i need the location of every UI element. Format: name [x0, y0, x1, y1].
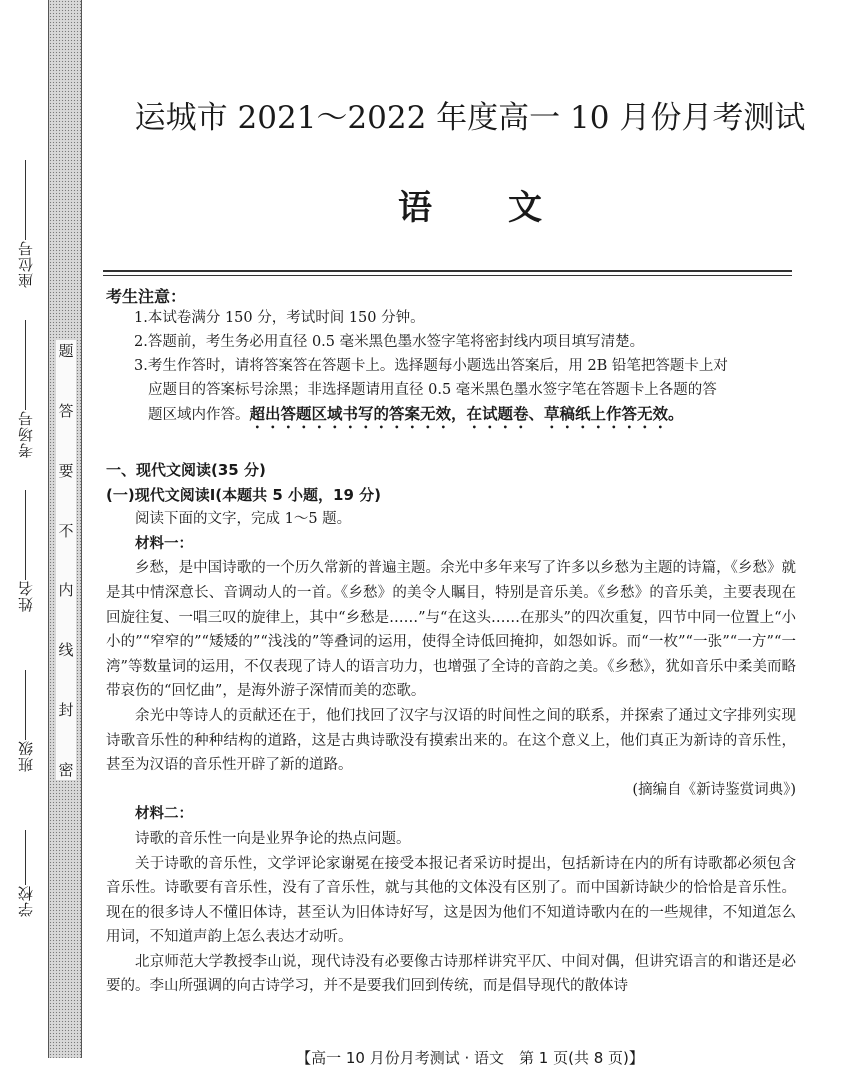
seal-char: 线: [58, 641, 74, 660]
divider: [103, 270, 792, 272]
material-label: 材料二：: [135, 806, 193, 823]
fill-line: [25, 160, 26, 240]
notice-item: 1.本试卷满分 150 分，考试时间 150 分钟。: [134, 310, 425, 326]
seat-number-label: 座位号: [16, 240, 35, 288]
name-label: 姓名: [16, 580, 35, 612]
subject-char: 语: [398, 188, 432, 228]
class-field[interactable]: [10, 670, 40, 772]
seat-number-field[interactable]: [10, 160, 40, 288]
instruction: 阅读下面的文字，完成 1～5 题。: [135, 511, 352, 528]
subject-title: [110, 180, 830, 229]
notice-heading: 考生注意：: [106, 287, 187, 306]
school-label: 学校: [16, 885, 35, 917]
exam-room-label: 考场号: [16, 410, 35, 458]
notice-text: 题区域内作答。: [148, 407, 250, 423]
exam-room-field[interactable]: [10, 320, 40, 458]
exam-title: 运城市 2021～2022 年度高一 10 月份月考测试: [134, 100, 806, 136]
fill-line: [25, 670, 26, 740]
paragraph: 北京师范大学教授李山说，现代诗没有必要像古诗那样讲究平仄、中间对偶，但讲究语言的和谐还是必要的。李山所强调的向古诗学习，并不是要我们回到传统，而是倡导现代的散体诗: [106, 953, 796, 995]
notice-item-cont: 应题目的答案标号涂黑；非选择题请用直径 0.5 毫米黑色墨水签字笔在答题卡上各题的答: [148, 382, 717, 398]
seal-char: 密: [58, 760, 74, 779]
seal-line-text: [56, 340, 76, 780]
notice-item-cont: [134, 402, 799, 432]
name-field[interactable]: [10, 490, 40, 612]
section-heading: 一、现代文阅读(35 分): [106, 461, 266, 479]
notice-item: 2.答题前，考生务必用直径 0.5 毫米黑色墨水签字笔将密封线内项目填写清楚。: [134, 334, 645, 350]
seal-char: 封: [58, 701, 74, 720]
page-footer: 【高一 10 月份月考测试 · 语文 第 1 页(共 8 页)】: [296, 1049, 644, 1067]
fill-line: [25, 490, 26, 580]
notice-emphasis: 超出答题区域书写的答案无效，在试题卷、草稿纸上作答无效。: [249, 405, 684, 423]
source-note: (摘编自《新诗鉴赏词典》): [632, 781, 796, 798]
reading-section: [106, 458, 796, 999]
sub-section-heading: (一)现代文阅读Ⅰ(本题共 5 小题，19 分): [106, 485, 381, 504]
seal-char: 不: [58, 521, 74, 540]
paragraph: 关于诗歌的音乐性，文学评论家谢冕在接受本报记者采访时提出，包括新诗在内的所有诗歌都必须包含音乐性。诗歌要有音乐性，没有了音乐性，就与其他的文体没有区别了。而中国新诗缺少的恰恰是音乐性。现在的很多诗人不懂旧体诗，甚至认为旧体诗好写，这是因为他们不知道诗歌内在的一些规律，不知道怎么用词，不知道声韵上怎么表达才动听。: [106, 855, 796, 946]
subject-char: 文: [508, 188, 542, 228]
divider: [103, 275, 792, 276]
seal-char: 内: [58, 581, 74, 600]
fill-line: [25, 830, 26, 885]
paragraph: 乡愁，是中国诗歌的一个历久常新的普遍主题。余光中多年来写了许多以乡愁为主题的诗篇，《乡愁》就是其中情深意长、音调动人的一首。《乡愁》的美令人瞩目，特别是音乐美。《乡愁》的音乐美，主要表现在回旋往复、一唱三叹的旋律上，其中“乡愁是……”与“在这头……在那头”的四次重复，四节中同一位置上“小小的”“窄窄的”“矮矮的”“浅浅的”等叠词的运用，使得全诗低回掩抑，如怨如诉。而“一枚”“一张”“一方”“一湾”等数量词的运用，不仅表现了诗人的语言功力，也增强了全诗的音韵之美。《乡愁》，犹如音乐中柔美而略带哀伤的“回忆曲”，是海外游子深情而美的恋歌。: [106, 560, 796, 700]
paragraph: 余光中等诗人的贡献还在于，他们找回了汉字与汉语的时间性之间的联系，并探索了通过文字排列实现诗歌音乐性的种种结构的道路，这是古典诗歌没有摸索出来的。在这个意义上，他们真正为新诗的音乐性，甚至为汉语的音乐性开辟了新的道路。: [106, 707, 796, 774]
notice-list: [134, 306, 799, 432]
seal-char: 要: [58, 461, 74, 480]
notice-item: 3.考生作答时，请将答案答在答题卡上。选择题每小题选出答案后，用 2B 铅笔把答题卡上对: [134, 358, 728, 374]
seal-char: 答: [58, 401, 74, 420]
seal-char: 题: [58, 342, 74, 360]
paragraph: 诗歌的音乐性一向是业界争论的热点问题。: [135, 830, 411, 847]
class-label: 班级: [16, 740, 35, 772]
school-field[interactable]: [10, 830, 40, 917]
material-label: 材料一：: [135, 535, 193, 552]
fill-line: [25, 320, 26, 410]
